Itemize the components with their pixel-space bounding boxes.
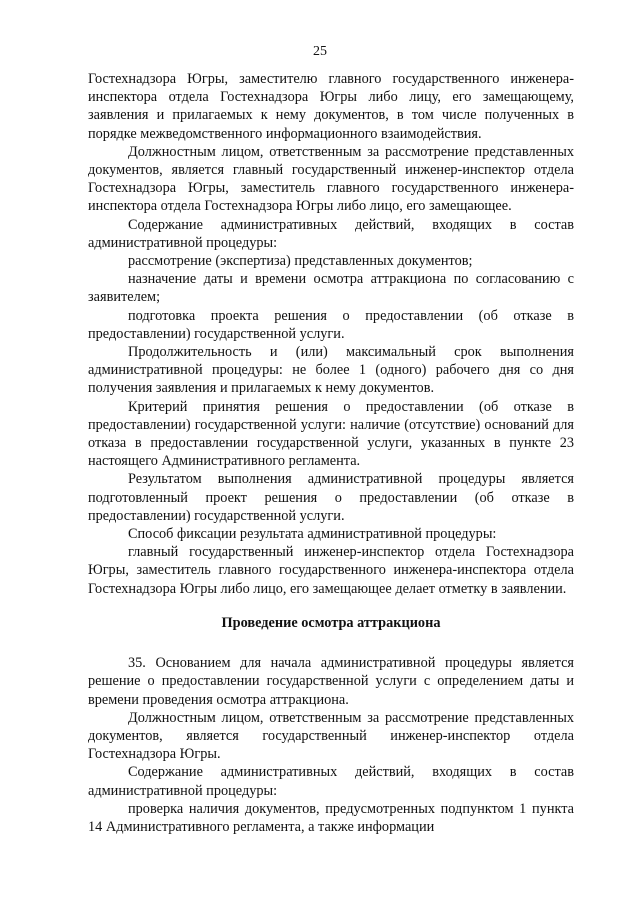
page-number: 25	[313, 44, 327, 59]
document-body	[88, 70, 574, 836]
paragraph: Результатом выполнения административной процедуры является подготовленный проект решения о предоставлении (об отказе в предоставлении) государственной услуги.	[88, 471, 574, 524]
paragraph: Продолжительность и (или) максимальный срок выполнения административной процедуры: не более 1 (одного) рабочего дня со дня получения заявления и прилагаемых к нему документов.	[88, 344, 574, 397]
paragraph: Должностным лицом, ответственным за рассмотрение представленных документов, является государственный инженер-инспектор отдела Гостехнадзора Югры.	[88, 709, 574, 763]
paragraph: Способ фиксации результата административной процедуры:	[128, 526, 497, 543]
paragraph: 35. Основанием для начала административной процедуры является решение о предоставлении государственной услуги с определением даты и времени проведения осмотра аттракциона.	[88, 655, 574, 708]
paragraph: рассмотрение (экспертиза) представленных документов;	[128, 253, 473, 270]
paragraph: Содержание административных действий, входящих в состав административной процедуры:	[88, 764, 574, 799]
paragraph: Должностным лицом, ответственным за рассмотрение представленных документов, является главный государственный инженер-инспектор отдела Гостехнадзора Югры, заместитель главного государственного инженера-инспектора отдела Гостехнадзора Югры либо лицо, его замещающее.	[88, 143, 574, 215]
paragraph: проверка наличия документов, предусмотренных подпунктом 1 пункта 14 Административного регламента, а также информации	[88, 800, 574, 835]
paragraph: назначение даты и времени осмотра аттракциона по согласованию с заявителем;	[88, 271, 574, 306]
paragraph: Критерий принятия решения о предоставлении (об отказе в предоставлении) государственной услуги: наличие (отсутствие) оснований для отказа в предоставлении государственной услуги, указанных в пункте 23 настоящего Административного регламента.	[88, 398, 574, 470]
paragraph: главный государственный инженер-инспектор отдела Гостехнадзора Югры, заместитель главного государственного инженера-инспектора отдела Гостехнадзора Югры либо лицо, его замещающее делает отметку в заявлении.	[88, 544, 574, 597]
section-heading: Проведение осмотра аттракциона	[221, 614, 441, 631]
paragraph: Гостехнадзора Югры, заместителю главного государственного инженера-инспектора отдела Гостехнадзора Югры либо лицу, его замещающему, заявления и прилагаемых к нему документов, в том числе полученных в порядке межведомственного информационного взаимодействия.	[88, 71, 574, 142]
paragraph: подготовка проекта решения о предоставлении (об отказе в предоставлении) государственной услуги.	[88, 307, 574, 342]
paragraph: Содержание административных действий, входящих в состав административной процедуры:	[88, 216, 574, 251]
